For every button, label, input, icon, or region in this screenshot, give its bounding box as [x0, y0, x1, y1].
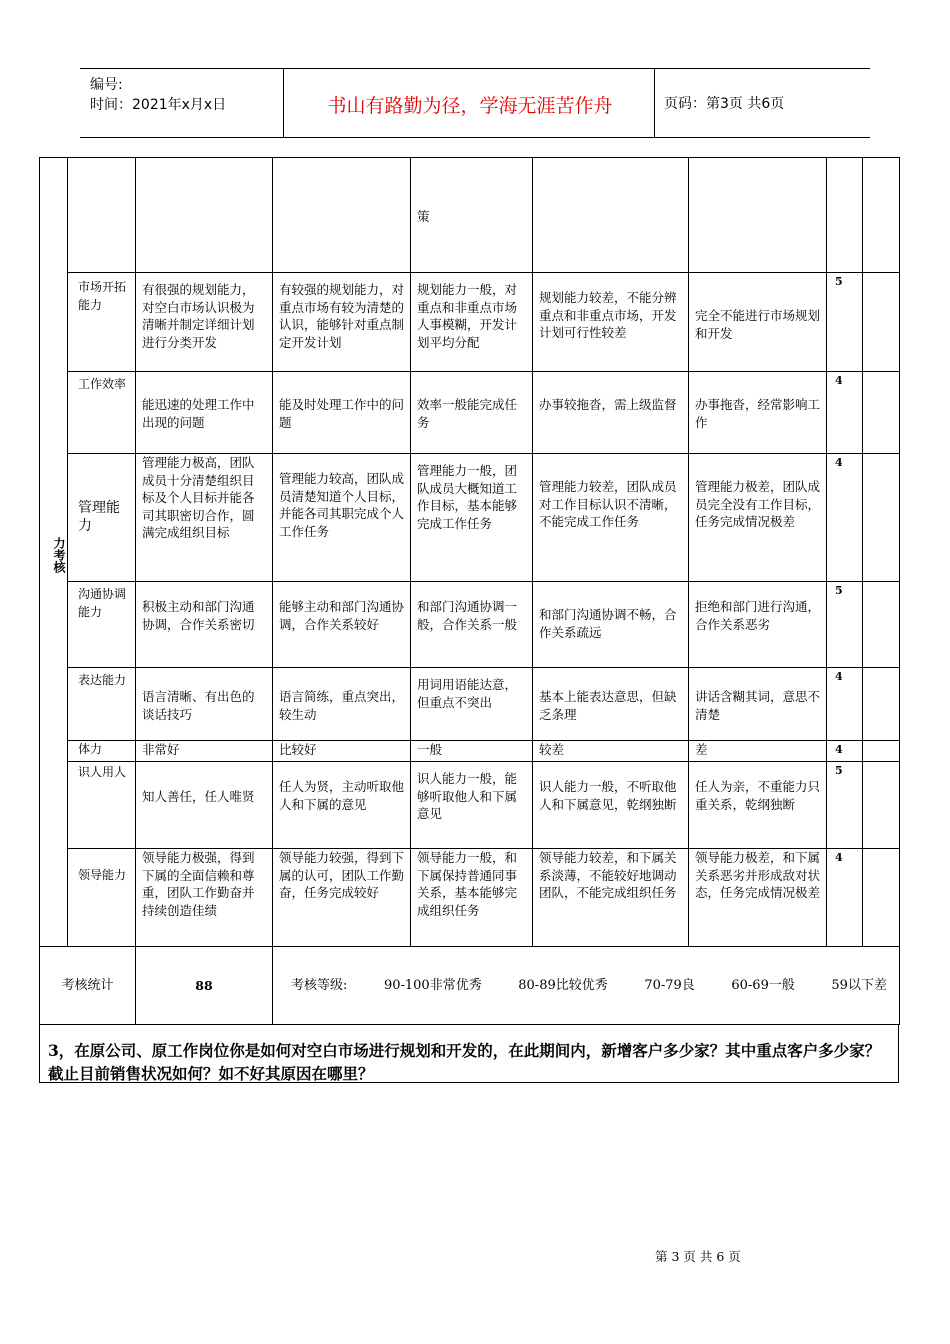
criterion-name: 领导能力: [68, 849, 136, 947]
blank-cell: [863, 454, 900, 582]
page-info: 页码：第3页 共6页: [664, 96, 785, 112]
score: [827, 158, 863, 273]
score: 5: [827, 762, 863, 849]
level-average: 效率一般能完成任务: [411, 372, 533, 454]
question-text: 3，在原公司、原工作岗位你是如何对空白市场进行规划和开发的，在此期间内，新增客户多少家？其中重点客户多少家？截止目前销售状况如何？如不好其原因在哪里？: [39, 1025, 899, 1083]
level-average: 识人能力一般，能够听取他人和下属意见: [411, 762, 533, 849]
table-row: [40, 849, 900, 947]
grade-level: 60-69一般: [731, 977, 795, 993]
score: 4: [827, 668, 863, 741]
level-poor: 较差: [533, 741, 689, 762]
level-very-poor: 领导能力极差，和下属关系恶劣并形成敌对状态，任务完成情况极差: [689, 849, 827, 947]
level-good: 有较强的规划能力，对重点市场有较为清楚的认识，能够针对重点制定开发计划: [273, 273, 411, 372]
criterion-name: [68, 158, 136, 273]
table-row: [40, 273, 900, 372]
level-very-poor: 完全不能进行市场规划和开发: [689, 273, 827, 372]
page-header: [80, 68, 870, 138]
level-average: 用词用语能达意，但重点不突出: [411, 668, 533, 741]
level-excellent: 能迅速的处理工作中出现的问题: [136, 372, 273, 454]
level-poor: [533, 158, 689, 273]
score: 4: [827, 372, 863, 454]
blank-cell: [863, 762, 900, 849]
header-left: [90, 75, 226, 115]
level-average: 管理能力一般，团队成员大概知道工作目标，基本能够完成工作任务: [411, 454, 533, 582]
level-excellent: 有很强的规划能力，对空白市场认识极为清晰并制定详细计划进行分类开发: [136, 273, 273, 372]
table-row: [40, 158, 900, 273]
level-average: 策: [411, 158, 533, 273]
stats-row: [40, 947, 900, 1025]
blank-cell: [863, 741, 900, 762]
grade-level: 80-89比较优秀: [518, 977, 608, 993]
level-good: 任人为贤，主动听取他人和下属的意见: [273, 762, 411, 849]
level-average: 一般: [411, 741, 533, 762]
grade-level: 59以下差: [831, 977, 887, 993]
level-very-poor: 任人为亲，不重能力只重关系，乾纲独断: [689, 762, 827, 849]
table-row: [40, 741, 900, 762]
level-poor: 管理能力较差，团队成员对工作目标认识不清晰，不能完成工作任务: [533, 454, 689, 582]
criterion-name: 沟通协调能力: [68, 582, 136, 668]
level-good: 能够主动和部门沟通协调，合作关系较好: [273, 582, 411, 668]
level-poor: 识人能力一般，不听取他人和下属意见，乾纲独断: [533, 762, 689, 849]
level-very-poor: [689, 158, 827, 273]
level-good: [273, 158, 411, 273]
evaluation-table: [39, 157, 900, 1025]
level-good: 能及时处理工作中的问题: [273, 372, 411, 454]
blank-cell: [863, 372, 900, 454]
level-poor: 领导能力较差，和下属关系淡薄，不能较好地调动团队，不能完成组织任务: [533, 849, 689, 947]
level-good: 语言简练，重点突出，较生动: [273, 668, 411, 741]
blank-cell: [863, 668, 900, 741]
motto: 书山有路勤为径，学海无涯苦作舟: [327, 95, 613, 117]
header-divider: [283, 69, 284, 137]
level-excellent: 领导能力极强，得到下属的全面信赖和尊重，团队工作勤奋并持续创造佳绩: [136, 849, 273, 947]
score: 4: [827, 741, 863, 762]
level-poor: 办事较拖沓，需上级监督: [533, 372, 689, 454]
criterion-name: 表达能力: [68, 668, 136, 741]
table-row: [40, 454, 900, 582]
level-good: 比较好: [273, 741, 411, 762]
level-excellent: [136, 158, 273, 273]
level-poor: 和部门沟通协调不畅，合作关系疏远: [533, 582, 689, 668]
level-excellent: 语言清晰、有出色的谈话技巧: [136, 668, 273, 741]
level-excellent: 积极主动和部门沟通协调，合作关系密切: [136, 582, 273, 668]
level-excellent: 非常好: [136, 741, 273, 762]
level-good: 管理能力较高，团队成员清楚知道个人目标，并能各司其职完成个人工作任务: [273, 454, 411, 582]
score: 4: [827, 454, 863, 582]
blank-cell: [863, 158, 900, 273]
category-label: 力考核: [40, 158, 68, 947]
level-very-poor: 管理能力极差，团队成员完全没有工作目标，任务完成情况极差: [689, 454, 827, 582]
total-score: 88: [136, 947, 273, 1025]
code-label: 编号:: [90, 77, 123, 93]
table-row: [40, 668, 900, 741]
level-poor: 规划能力较差，不能分辨重点和非重点市场，开发计划可行性较差: [533, 273, 689, 372]
level-excellent: 管理能力极高，团队成员十分清楚组织目标及个人目标并能各司其职密切合作，圆满完成组织目标: [136, 454, 273, 582]
blank-cell: [863, 273, 900, 372]
stats-label: 考核统计: [40, 947, 136, 1025]
score: 5: [827, 273, 863, 372]
header-divider: [654, 69, 655, 137]
criterion-name: 管理能力: [68, 454, 136, 582]
page-footer: 第 3 页 共 6 页: [655, 1249, 741, 1264]
level-average: 规划能力一般，对重点和非重点市场人事模糊，开发计划平均分配: [411, 273, 533, 372]
score: 4: [827, 849, 863, 947]
level-excellent: 知人善任，任人唯贤: [136, 762, 273, 849]
score: 5: [827, 582, 863, 668]
table-row: [40, 372, 900, 454]
criterion-name: 工作效率: [68, 372, 136, 454]
level-poor: 基本上能表达意思，但缺乏条理: [533, 668, 689, 741]
level-average: 和部门沟通协调一般，合作关系一般: [411, 582, 533, 668]
level-very-poor: 办事拖沓，经常影响工作: [689, 372, 827, 454]
grade-label: 考核等级:: [291, 977, 348, 993]
level-very-poor: 拒绝和部门进行沟通，合作关系恶劣: [689, 582, 827, 668]
level-very-poor: 差: [689, 741, 827, 762]
criterion-name: 市场开拓能力: [68, 273, 136, 372]
level-average: 领导能力一般，和下属保持普通同事关系，基本能够完成组织任务: [411, 849, 533, 947]
blank-cell: [863, 849, 900, 947]
table-row: [40, 582, 900, 668]
blank-cell: [863, 582, 900, 668]
grade-level: 90-100非常优秀: [383, 977, 482, 993]
criterion-name: 体力: [68, 741, 136, 762]
grade-scale: [273, 947, 900, 1025]
grade-level: 70-79良: [644, 977, 695, 993]
level-very-poor: 讲话含糊其词，意思不清楚: [689, 668, 827, 741]
criterion-name: 识人用人: [68, 762, 136, 849]
time-label: 时间：2021年x月x日: [90, 97, 227, 113]
level-good: 领导能力较强，得到下属的认可，团队工作勤奋，任务完成较好: [273, 849, 411, 947]
table-row: [40, 762, 900, 849]
